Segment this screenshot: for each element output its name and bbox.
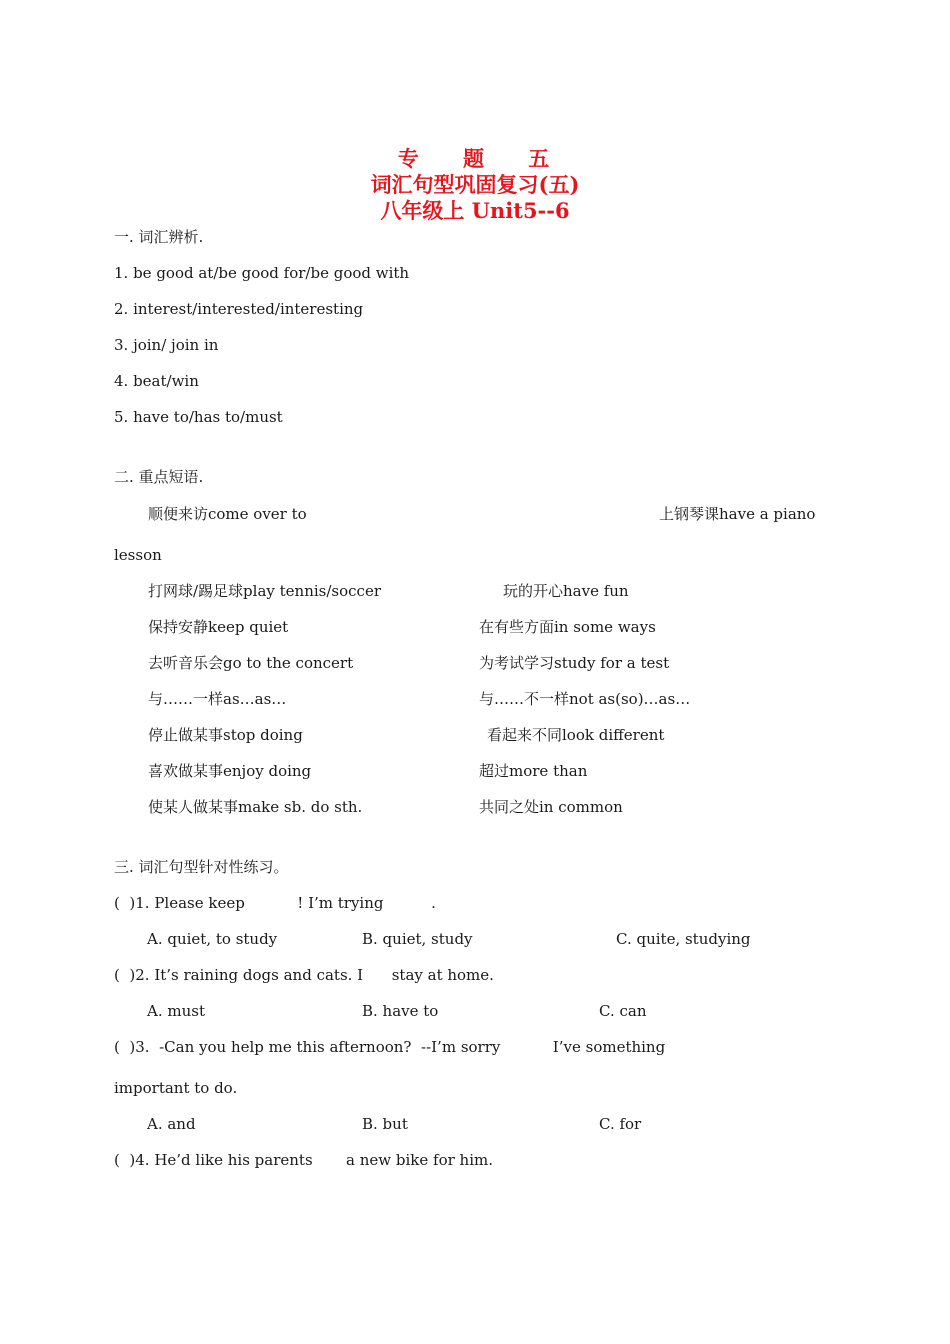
question-3-option-b: B. but xyxy=(362,1115,408,1133)
phrase-right: 超过more than xyxy=(479,762,588,780)
phrase-continuation: lesson xyxy=(114,546,162,564)
phrase-left: 去听音乐会go to the concert xyxy=(148,654,354,672)
title-unit: 八年级上 Unit5--6 xyxy=(380,198,570,223)
question-2-stem: ( )2. It’s raining dogs and cats. I stay at home. xyxy=(114,966,494,984)
phrase-left: 打网球/踢足球play tennis/soccer xyxy=(148,582,381,600)
question-3-stem: ( )3. -Can you help me this afternoon? --I’m sorry I’ve something xyxy=(114,1038,666,1056)
vocab-item-4: 4. beat/win xyxy=(114,372,199,390)
vocab-item-2: 2. interest/interested/interesting xyxy=(114,300,364,318)
title-block xyxy=(0,146,950,224)
question-4-stem: ( )4. He’d like his parents a new bike for him. xyxy=(114,1151,493,1169)
vocab-item-5: 5. have to/has to/must xyxy=(114,408,283,426)
question-3-option-a: A. and xyxy=(147,1115,196,1133)
phrase-right: 共同之处in common xyxy=(479,798,623,816)
phrase-right: 与……不一样not as(so)…as… xyxy=(479,690,691,708)
phrase-left: 保持安静keep quiet xyxy=(148,618,289,636)
phrase-left: 与……一样as…as… xyxy=(148,690,287,708)
question-1-option-c: C. quite, studying xyxy=(616,930,751,948)
phrase-right: 上钢琴课have a piano xyxy=(659,505,816,523)
question-2-option-b: B. have to xyxy=(362,1002,439,1020)
question-1-stem: ( )1. Please keep ! I’m trying . xyxy=(114,894,436,912)
vocab-item-3: 3. join/ join in xyxy=(114,336,219,354)
section2-heading: 二. 重点短语. xyxy=(114,468,204,486)
phrase-right: 为考试学习study for a test xyxy=(479,654,670,672)
phrase-left: 停止做某事stop doing xyxy=(148,726,303,744)
phrase-right: 玩的开心have fun xyxy=(503,582,629,600)
vocab-item-1: 1. be good at/be good for/be good with xyxy=(114,264,410,282)
phrase-left: 喜欢做某事enjoy doing xyxy=(148,762,312,780)
question-2-option-c: C. can xyxy=(599,1002,647,1020)
section1-heading: 一. 词汇辨析. xyxy=(114,228,204,246)
title-subject: 词汇句型巩固复习(五) xyxy=(370,172,580,197)
phrase-left: 使某人做某事make sb. do sth. xyxy=(148,798,363,816)
phrase-right: 在有些方面in some ways xyxy=(479,618,656,636)
question-2-option-a: A. must xyxy=(147,1002,205,1020)
question-1-option-b: B. quiet, study xyxy=(362,930,473,948)
phrase-left: 顺便来访come over to xyxy=(148,505,307,523)
question-1-option-a: A. quiet, to study xyxy=(147,930,278,948)
section3-heading: 三. 词汇句型针对性练习。 xyxy=(114,858,289,876)
phrase-right: 看起来不同look different xyxy=(487,726,665,744)
question-3-option-c: C. for xyxy=(599,1115,642,1133)
title-topic: 专 题 五 xyxy=(397,146,553,171)
question-3-stem-continuation: important to do. xyxy=(114,1079,238,1097)
